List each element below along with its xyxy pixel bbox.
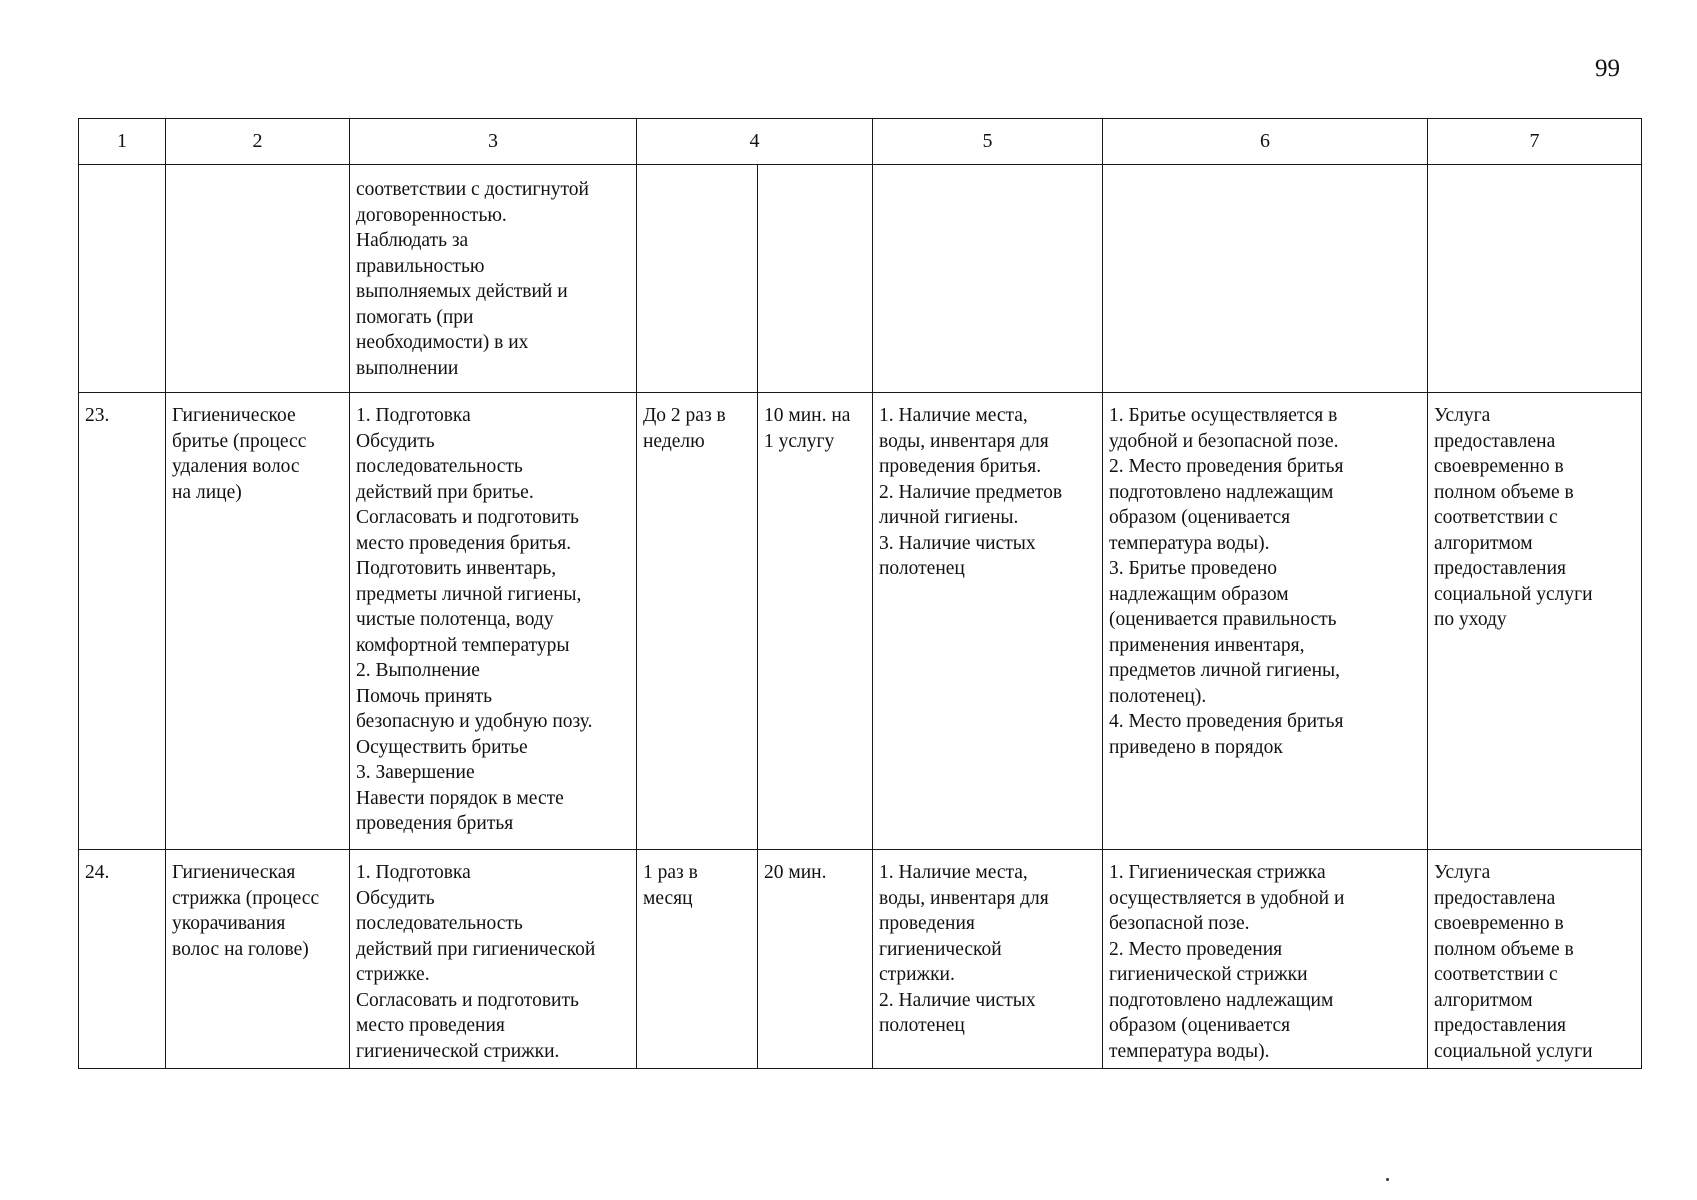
header-col-4: 4 (637, 119, 873, 165)
cell-quality: 1. Бритье осуществляется в удобной и безопасной позе. 2. Место проведения бритья подготовлено надлежащим образом (оценивается температура воды). 3. Бритье проведено надлежащим образом (оценивается правильность применения инвентаря, предметов личной гигиены, полотенец). 4. Место проведения бритья приведено в порядок (1103, 393, 1428, 850)
cell-number: 24. (79, 850, 166, 1069)
table-row-continuation (79, 165, 1642, 393)
header-col-2: 2 (166, 119, 350, 165)
cell-description-continued: соответствии с достигнутой договоренностью. Наблюдать за правильностью выполняемых действий и помогать (при необходимости) в их выполнении (350, 165, 637, 393)
cell-empty (166, 165, 350, 393)
cell-conditions: 1. Наличие места, воды, инвентаря для проведения бритья. 2. Наличие предметов личной гигиены. 3. Наличие чистых полотенец (873, 393, 1103, 850)
cell-empty (79, 165, 166, 393)
header-col-1: 1 (79, 119, 166, 165)
header-col-3: 3 (350, 119, 637, 165)
cell-empty (1103, 165, 1428, 393)
table-header-row (79, 119, 1642, 165)
header-col-6: 6 (1103, 119, 1428, 165)
cell-empty (873, 165, 1103, 393)
cell-service-name: Гигиеническая стрижка (процесс укорачивания волос на голове) (166, 850, 350, 1069)
cell-empty (758, 165, 873, 393)
cell-conditions: 1. Наличие места, воды, инвентаря для проведения гигиенической стрижки. 2. Наличие чистых полотенец (873, 850, 1103, 1069)
page-number: 99 (1595, 55, 1620, 82)
cell-duration: 10 мин. на 1 услугу (758, 393, 873, 850)
cell-frequency: До 2 раз в неделю (637, 393, 758, 850)
cell-duration: 20 мин. (758, 850, 873, 1069)
cell-result: Услуга предоставлена своевременно в полном объеме в соответствии с алгоритмом предоставления социальной услуги (1428, 850, 1642, 1069)
header-col-7: 7 (1428, 119, 1642, 165)
table-row (79, 850, 1642, 1069)
header-col-5: 5 (873, 119, 1103, 165)
table-row (79, 393, 1642, 850)
cell-frequency: 1 раз в месяц (637, 850, 758, 1069)
services-table (78, 118, 1642, 1069)
cell-empty (1428, 165, 1642, 393)
cell-result: Услуга предоставлена своевременно в полном объеме в соответствии с алгоритмом предоставления социальной услуги по уходу (1428, 393, 1642, 850)
cell-number: 23. (79, 393, 166, 850)
cell-description: 1. Подготовка Обсудить последовательность действий при бритье. Согласовать и подготовить место проведения бритья. Подготовить инвентарь, предметы личной гигиены, чистые полотенца, воду комфортной температуры 2. Выполнение Помочь принять безопасную и удобную позу. Осуществить бритье 3. Завершение Навести порядок в месте проведения бритья (350, 393, 637, 850)
cell-empty (637, 165, 758, 393)
cell-description: 1. Подготовка Обсудить последовательность действий при гигиенической стрижке. Согласовать и подготовить место проведения гигиенической стрижки. (350, 850, 637, 1069)
scan-speck (1386, 1178, 1389, 1181)
cell-quality: 1. Гигиеническая стрижка осуществляется в удобной и безопасной позе. 2. Место проведения гигиенической стрижки подготовлено надлежащим образом (оценивается температура воды). (1103, 850, 1428, 1069)
cell-service-name: Гигиеническое бритье (процесс удаления волос на лице) (166, 393, 350, 850)
